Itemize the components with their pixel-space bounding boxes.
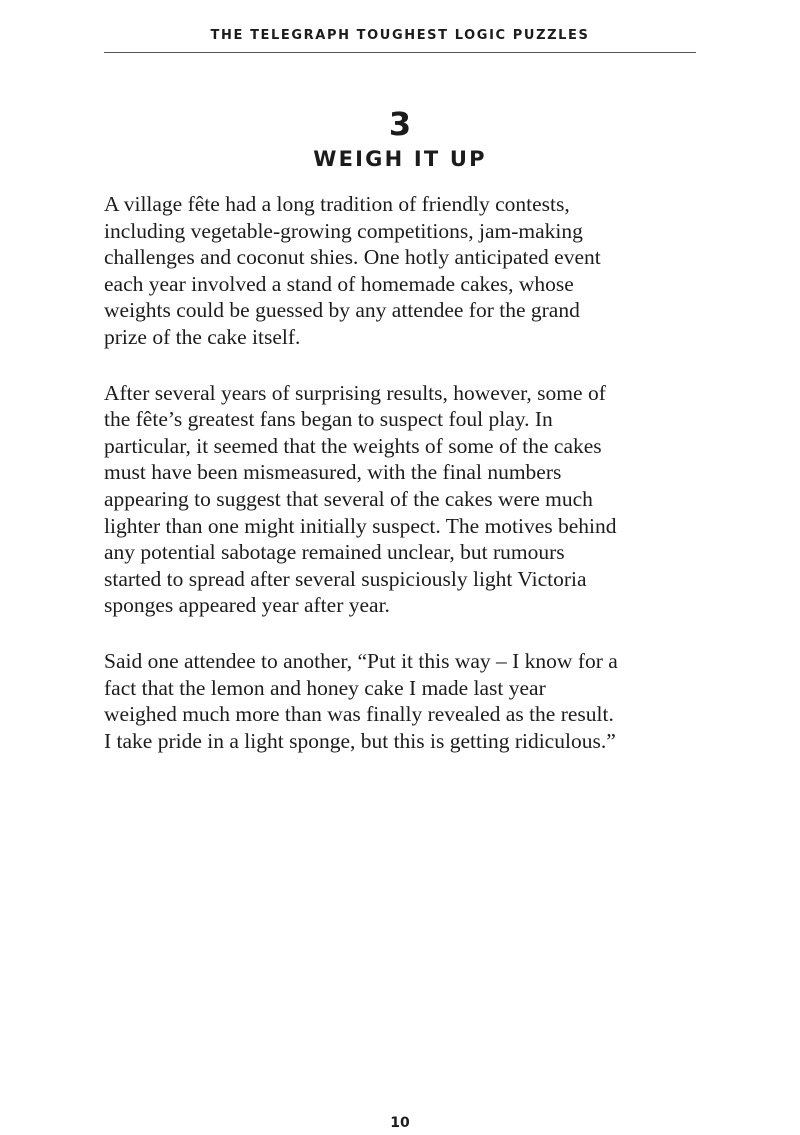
text-line: any potential sabotage remained unclear, but rumours (104, 540, 565, 565)
puzzle-number: 3 (388, 105, 412, 143)
text-line: lighter than one might initially suspect. The motives behind (104, 513, 617, 538)
header-divider (104, 52, 696, 53)
puzzle-title: WEIGH IT UP (313, 147, 487, 171)
paragraph-1 (104, 191, 704, 351)
text-line: appearing to suggest that several of the cakes were much (104, 486, 593, 511)
text-line: weights could be guessed by any attendee for the grand (104, 298, 580, 323)
puzzle-body (104, 191, 704, 783)
text-line: I take pride in a light sponge, but this is getting ridiculous.” (104, 728, 616, 753)
text-line: must have been mismeasured, with the final numbers (104, 460, 562, 485)
running-header: THE TELEGRAPH TOUGHEST LOGIC PUZZLES (210, 28, 590, 43)
text-line: weighed much more than was finally revealed as the result. (104, 702, 614, 727)
text-line: After several years of surprising results, however, some of (104, 380, 606, 405)
text-line: the fête’s greatest fans began to suspect foul play. In (104, 407, 553, 432)
text-line: each year involved a stand of homemade cakes, whose (104, 271, 574, 296)
text-line: fact that the lemon and honey cake I made last year (104, 675, 546, 700)
paragraph-3 (104, 648, 704, 754)
text-line: A village fête had a long tradition of friendly contests, (104, 192, 570, 216)
text-line: sponges appeared year after year. (104, 593, 390, 618)
text-line: particular, it seemed that the weights of some of the cakes (104, 433, 602, 458)
text-line: prize of the cake itself. (104, 324, 301, 349)
text-line: started to spread after several suspiciously light Victoria (104, 566, 587, 591)
text-line: challenges and coconut shies. One hotly anticipated event (104, 245, 601, 270)
text-line: Said one attendee to another, “Put it this way – I know for a (104, 648, 618, 673)
text-line: including vegetable-growing competitions, jam-making (104, 218, 583, 243)
page-number: 10 (390, 1115, 410, 1131)
paragraph-2 (104, 380, 704, 619)
